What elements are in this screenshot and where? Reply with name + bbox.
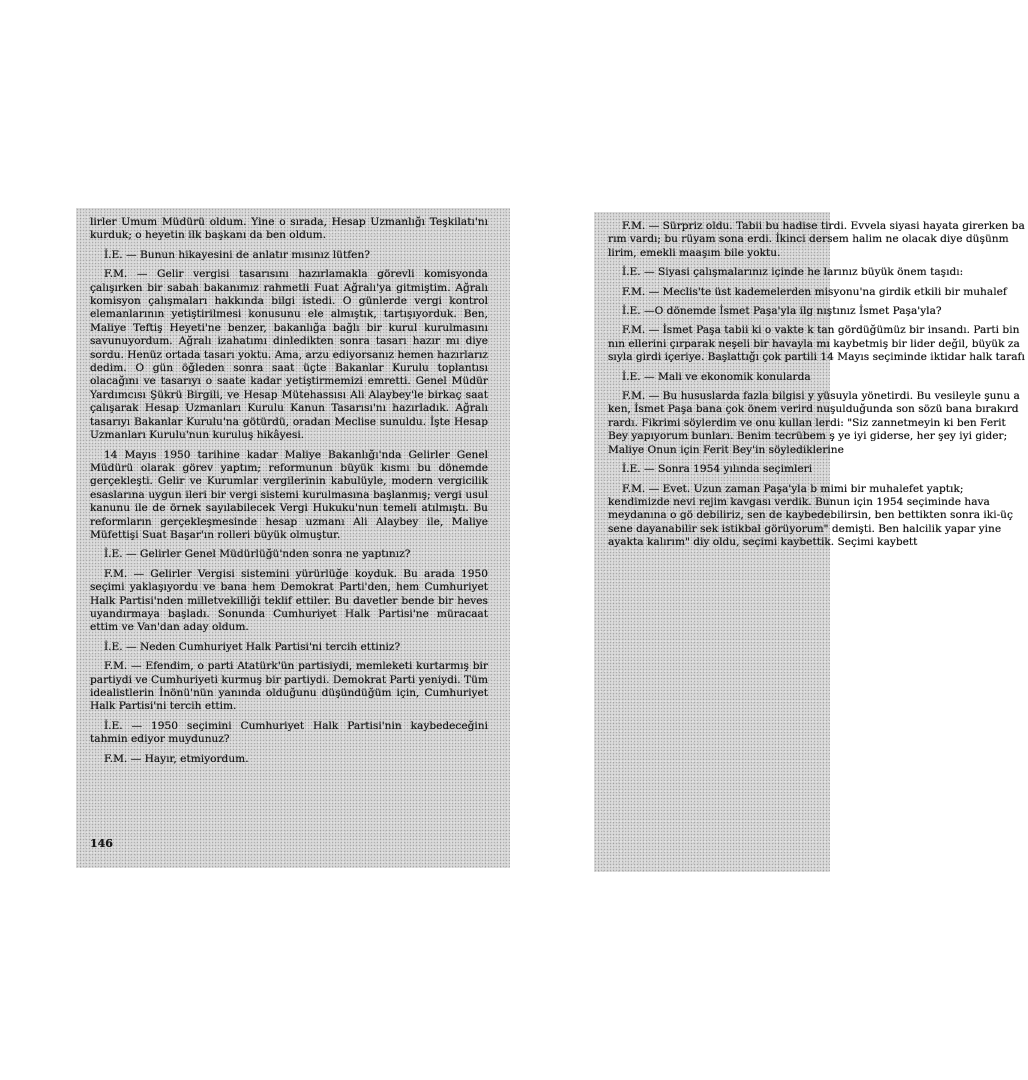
paragraph: İ.E. — Sonra 1954 yılında seçimleri	[622, 463, 813, 476]
paragraph: İ.E. — 1950 seçimini Cumhuriyet Halk Partisi'nin kaybedeceğini tahmin ediyor muydunuz?	[90, 719, 488, 746]
page-number: 146	[90, 837, 113, 850]
right-book-page	[594, 212, 1025, 872]
paragraph: F.M. — İsmet Paşa tabii ki o vakte k tan gördüğümüz bir insandı. Parti bin nın ellerini çırparak neşeli bir havayla mı kaybetmiş bir lider değil, büyük za sıyla girdi içeriye. Başlattığı çok partili 14 Mayıs seçiminde iktidar halk tarafı	[608, 324, 1025, 364]
paragraph: F.M. — Evet. Uzun zaman Paşa'yla b mimi bir muhalefet yaptık; kendimizde nevi rejim kavgası verdik. Bunun için 1954 seçiminde hava meydanına o gö debiliriz, sen de kaybedebilirsin, ben bettikten sonra iki-üç sene dayanabilir sek istikbal görüyorum" demişti. Ben halcilik yapar yine ayakta kalırım" diy oldu, seçimi kaybettik. Seçimi kaybett	[608, 482, 1013, 549]
paragraph: F.M. — Sürpriz oldu. Tabii bu hadise tirdi. Evvela siyasi hayata girerken ba rım vardı; bu rüyam sona erdi. İkinci dersem halim ne olacak diye düşünm lirim, emekli maaşım bile yoktu.	[608, 220, 1025, 259]
paragraph: F.M. — Gelirler Vergisi sistemini yürürlüğe koyduk. Bu arada 1950 seçimi yaklaşıyordu ve bana hem Demokrat Parti'den, hem Cumhuriyet Halk Partisi'nden milletvekilliği teklif ettiler. Bu davetler bende bir heves uyandırmaya başladı. Sonunda Cumhuriyet Halk Partisi'ne müracaat ettim ve Van'dan aday oldum.	[90, 567, 488, 634]
paragraph: F.M. — Hayır, etmiyordum.	[104, 752, 249, 765]
paragraph: F.M. — Efendim, o parti Atatürk'ün partisiydi, memleketi kurtarmış bir partiydi ve Cumhuriyeti kurmuş bir partiydi. Demokrat Parti yeniydi. Tüm idealistlerin İnönü'nün yanında olduğunu düşündüğüm için, Cumhuriyet Halk Partisi'ni tercih ettim.	[90, 660, 488, 713]
paragraph: İ.E. — Siyasi çalışmalarınız içinde he larınız büyük önem taşıdı:	[622, 266, 964, 279]
paragraph: İ.E. — Mali ve ekonomik konularda	[622, 370, 811, 383]
paragraph: lirler Umum Müdürü oldum. Yine o sırada, Hesap Uzmanlığı Teşkilatı'nı kurduk; o heyetin ilk başkanı da ben oldum.	[90, 216, 488, 242]
paragraph: F.M. — Gelir vergisi tasarısını hazırlamakla görevli komisyonda çalışırken bir sabah bakanımız rahmetli Fuat Ağralı'ya gitmiştim. Ağralı komisyon çalışmaları hakkında bilgi istedi. O günlerde vergi kontrol elemanlarının yetiştirilmesi konusunu ele almıştık, tartışıyorduk. Ben, Maliye Teftiş Heyeti'ne benzer, bakanlığa bağlı bir kurul kurulmasını savunuyordum. Ağralı izahatımı dinledikten sonra tasarı hazır mı diye sordu. Henüz ortada tasarı yoktu. Ama, arzu ediyorsanız hemen hazırlarız dedim. O gün öğleden sonra saat üçte Bakanlar Kurulu toplantısı olacağını ve tasarıyı o saate kadar yetiştirmemizi emretti. Genel Müdür Yardımcısı Şükrü Birgili, ve Hesap Mütehassısı Ali Alaybey'le birkaç saat çalışarak Hesap Uzmanları Kurulu Kanun Tasarısı'nı hazırladık. Ağralı tasarıyı Bakanlar Kurulu'na götürdü, oradan Meclise sunuldu. İşte Hesap Uzmanları Kurulu'nun kuruluş hikâyesi.	[90, 268, 488, 442]
left-book-page	[76, 208, 510, 868]
paragraph: İ.E. — Bunun hikayesini de anlatır mısınız lütfen?	[104, 248, 370, 261]
paragraph: İ.E. —O dönemde İsmet Paşa'yla ilg nıştınız İsmet Paşa'yla?	[622, 305, 942, 318]
paragraph: İ.E. — Neden Cumhuriyet Halk Partisi'ni tercih ettiniz?	[104, 640, 401, 653]
paragraph: İ.E. — Gelirler Genel Müdürlüğü'nden sonra ne yaptınız?	[104, 548, 411, 561]
paragraph: F.M. — Bu hususlarda fazla bilgisi y yüsuyla yönetirdi. Bu vesileyle şunu a ken, İsmet Paşa bana çok önem verird nuşulduğunda son sözü bana bırakırd rardı. Fikrimi söylerdim ve onu kullan lerdi: "Siz zannetmeyin ki ben Ferit Bey yapıyorum bunları. Benim tecrübem ş ye iyi giderse, her şey iyi gider; Maliye Onun için Ferit Bey'in söylediklerine	[608, 390, 1020, 456]
paragraph: F.M. — Meclis'te üst kademelerden misyonu'na girdik etkili bir muhalef	[622, 285, 1007, 298]
paragraph: 14 Mayıs 1950 tarihine kadar Maliye Bakanlığı'nda Gelirler Genel Müdürü olarak görev yaptım; reformunun büyük kısmı bu dönemde gerçekleşti. Gelir ve Kurumlar vergilerinin kabulüyle, modern vergicilik esaslarına uygun ileri bir vergi sistemi kurulmasına başlanmış; vergi usul kanunu ile de örnek sayılabilecek Vergi Hukuku'nun temeli atılmıştı. Bu reformların gerçekleşmesinde hesap uzmanı Ali Alaybey ile, Maliye Müfettişi Suat Başar'ın rolleri büyük olmuştur.	[90, 448, 488, 541]
